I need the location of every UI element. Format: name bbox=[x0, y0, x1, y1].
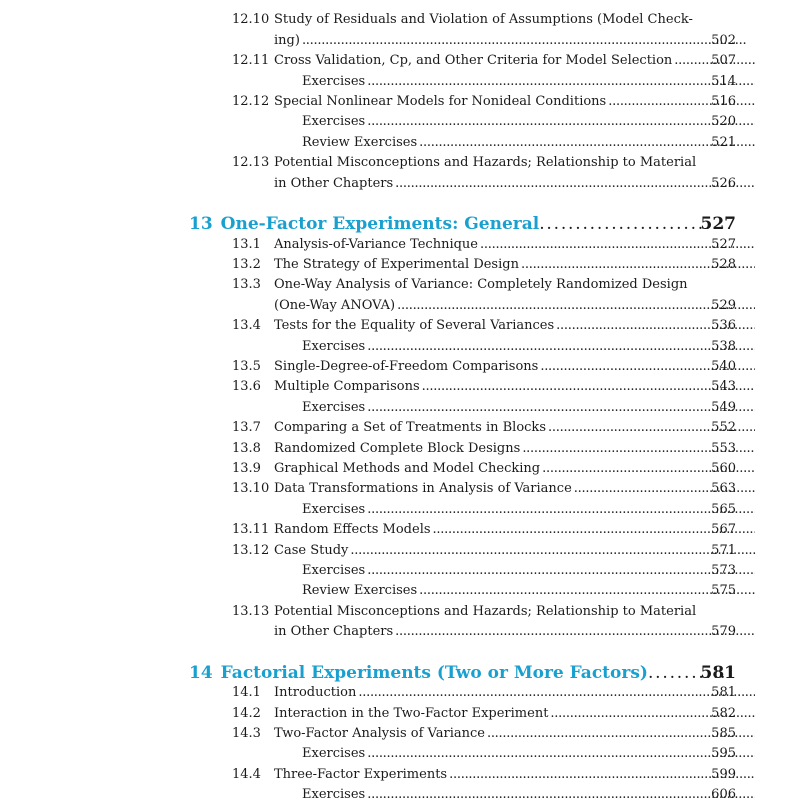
page-number: 521 bbox=[711, 134, 736, 150]
dot-leader bbox=[350, 541, 755, 561]
spacer bbox=[0, 194, 800, 214]
page-number: 563 bbox=[711, 481, 736, 497]
page-number: 571 bbox=[711, 542, 736, 558]
title-text: Data Transformations in Analysis of Variance bbox=[274, 481, 572, 497]
toc-entry[interactable] bbox=[0, 765, 800, 785]
toc-entry[interactable] bbox=[0, 439, 800, 459]
section-number: 14.1 bbox=[232, 685, 261, 701]
section-number: 13.13 bbox=[232, 603, 270, 619]
toc-entry[interactable] bbox=[0, 174, 800, 194]
title-text: Potential Misconceptions and Hazards; Relationship to Material bbox=[274, 155, 697, 171]
toc-entry[interactable] bbox=[0, 92, 800, 112]
page-number: 582 bbox=[711, 705, 736, 721]
title-text: ing) bbox=[274, 32, 300, 48]
chapter-heading[interactable] bbox=[0, 663, 800, 683]
title-text: in Other Chapters bbox=[274, 175, 394, 191]
toc-entry[interactable] bbox=[0, 377, 800, 397]
title-text: Exercises bbox=[302, 73, 366, 89]
chapter-title-text: One-Factor Experiments: General bbox=[220, 214, 540, 235]
section-title bbox=[274, 622, 757, 642]
spacer bbox=[0, 643, 800, 663]
toc-subentry-title bbox=[302, 133, 757, 153]
title-text: Potential Misconceptions and Hazards; Relationship to Material bbox=[274, 603, 697, 619]
page-number: 528 bbox=[711, 257, 736, 273]
toc-entry[interactable] bbox=[0, 133, 800, 153]
toc-entry[interactable] bbox=[0, 72, 800, 92]
section-title bbox=[274, 296, 757, 316]
page-number: 507 bbox=[711, 53, 736, 69]
page-number: 536 bbox=[711, 318, 736, 334]
section-number: 13.5 bbox=[232, 359, 261, 375]
page-number: 573 bbox=[711, 562, 736, 578]
section-title bbox=[274, 51, 757, 71]
title-text: Three-Factor Experiments bbox=[274, 766, 448, 782]
section-number: 12.12 bbox=[232, 93, 270, 109]
title-text: in Other Chapters bbox=[274, 624, 394, 640]
section-number: 14.2 bbox=[232, 705, 261, 721]
section-title bbox=[274, 316, 757, 336]
section-number: 13.1 bbox=[232, 236, 261, 252]
toc-subentry-title bbox=[302, 500, 757, 520]
toc-entry[interactable] bbox=[0, 10, 800, 30]
chapter-title-text: Factorial Experiments (Two or More Factors) bbox=[220, 662, 648, 683]
page-number: 543 bbox=[711, 379, 736, 395]
section-number: 12.11 bbox=[232, 53, 270, 69]
page-number: 527 bbox=[711, 236, 736, 252]
chapter-number: 14 bbox=[189, 662, 213, 683]
page-number: 526 bbox=[711, 175, 736, 191]
chapter-page-number: 581 bbox=[700, 662, 736, 683]
toc-entry[interactable] bbox=[0, 31, 800, 51]
title-text: Exercises bbox=[302, 399, 366, 415]
section-number: 13.9 bbox=[232, 460, 261, 476]
section-title bbox=[274, 479, 757, 499]
toc-entry[interactable] bbox=[0, 622, 800, 642]
section-title bbox=[274, 377, 757, 397]
section-number: 13.4 bbox=[232, 318, 261, 334]
section-title bbox=[274, 10, 757, 30]
section-title bbox=[274, 520, 757, 540]
toc-entry[interactable] bbox=[0, 235, 800, 255]
toc-entry[interactable] bbox=[0, 316, 800, 336]
section-title bbox=[274, 704, 757, 724]
title-text: Comparing a Set of Treatments in Blocks bbox=[274, 420, 546, 436]
title-text: The Strategy of Experimental Design bbox=[274, 257, 519, 273]
page-number: 540 bbox=[711, 359, 736, 375]
section-number: 13.12 bbox=[232, 542, 270, 558]
section-title bbox=[274, 541, 757, 561]
toc-subentry-title bbox=[302, 785, 757, 805]
page-number: 529 bbox=[711, 297, 736, 313]
title-text: Exercises bbox=[302, 562, 366, 578]
page-number: 567 bbox=[711, 522, 736, 538]
toc-entry[interactable] bbox=[0, 275, 800, 295]
toc-entry[interactable] bbox=[0, 459, 800, 479]
section-number: 12.13 bbox=[232, 155, 270, 171]
title-text: Review Exercises bbox=[302, 583, 418, 599]
page-number: 585 bbox=[711, 726, 736, 742]
toc-entry[interactable] bbox=[0, 683, 800, 703]
section-title bbox=[274, 255, 757, 275]
toc-entry[interactable] bbox=[0, 724, 800, 744]
section-title bbox=[274, 724, 757, 744]
section-title bbox=[274, 765, 757, 785]
section-title bbox=[274, 92, 757, 112]
toc-entry[interactable] bbox=[0, 541, 800, 561]
toc-entry[interactable] bbox=[0, 418, 800, 438]
chapter-title bbox=[189, 663, 730, 683]
title-text: Analysis-of-Variance Technique bbox=[274, 236, 479, 252]
title-text: Graphical Methods and Model Checking bbox=[274, 460, 541, 476]
toc-entry[interactable] bbox=[0, 337, 800, 357]
toc-entry[interactable] bbox=[0, 785, 800, 805]
title-text: Two-Factor Analysis of Variance bbox=[274, 726, 485, 742]
page-number: 502 bbox=[711, 32, 736, 48]
section-title bbox=[274, 439, 757, 459]
title-text: Interaction in the Two-Factor Experiment bbox=[274, 705, 549, 721]
title-text: Randomized Complete Block Designs bbox=[274, 440, 521, 456]
toc-entry[interactable] bbox=[0, 581, 800, 601]
title-text: Single-Degree-of-Freedom Comparisons bbox=[274, 359, 539, 375]
section-number: 13.6 bbox=[232, 379, 261, 395]
page-number: 552 bbox=[711, 420, 736, 436]
toc-entry[interactable] bbox=[0, 561, 800, 581]
title-text: Special Nonlinear Models for Nonideal Conditions bbox=[274, 93, 607, 109]
title-text: Multiple Comparisons bbox=[274, 379, 420, 395]
page-number: 606 bbox=[711, 787, 736, 803]
toc-entry[interactable] bbox=[0, 296, 800, 316]
section-title bbox=[274, 357, 757, 377]
section-number: 13.11 bbox=[232, 522, 270, 538]
chapter-heading[interactable] bbox=[0, 214, 800, 234]
section-title bbox=[274, 459, 757, 479]
page-number: 520 bbox=[711, 114, 736, 130]
page-number: 579 bbox=[711, 624, 736, 640]
toc-subentry-title bbox=[302, 581, 757, 601]
section-title bbox=[274, 683, 757, 703]
toc-entry[interactable] bbox=[0, 479, 800, 499]
title-text: Exercises bbox=[302, 746, 366, 762]
toc-entry[interactable] bbox=[0, 0, 800, 10]
toc-entry[interactable] bbox=[0, 704, 800, 724]
title-text: Random Effects Models bbox=[274, 522, 431, 538]
toc-entry[interactable] bbox=[0, 153, 800, 173]
section-number: 12.10 bbox=[232, 12, 270, 28]
toc-subentry-title bbox=[302, 561, 757, 581]
page-number: 599 bbox=[711, 766, 736, 782]
section-title bbox=[274, 275, 757, 295]
section-number: 14.3 bbox=[232, 726, 261, 742]
section-number: 14.4 bbox=[232, 766, 261, 782]
page-number: 565 bbox=[711, 501, 736, 517]
page-number: 538 bbox=[711, 338, 736, 354]
title-text: Exercises bbox=[302, 787, 366, 803]
chapter-title bbox=[189, 214, 730, 234]
toc-entry[interactable] bbox=[0, 398, 800, 418]
page-number: 516 bbox=[711, 93, 736, 109]
toc-subentry-title bbox=[302, 744, 757, 764]
page-number: 553 bbox=[711, 440, 736, 456]
section-title bbox=[274, 418, 757, 438]
toc-entry[interactable] bbox=[0, 520, 800, 540]
title-text: Tests for the Equality of Several Variances bbox=[274, 318, 555, 334]
section-number: 13.10 bbox=[232, 481, 270, 497]
title-text: Cross Validation, Cp, and Other Criteria for Model Selection bbox=[274, 53, 673, 69]
toc-entry[interactable] bbox=[0, 500, 800, 520]
section-number: 13.2 bbox=[232, 257, 261, 273]
title-text: (One-Way ANOVA) bbox=[274, 297, 396, 313]
section-title bbox=[274, 174, 757, 194]
toc-entry[interactable] bbox=[0, 255, 800, 275]
title-text: Exercises bbox=[302, 501, 366, 517]
toc-entry[interactable] bbox=[0, 744, 800, 764]
page-number: 575 bbox=[711, 583, 736, 599]
page-number: 514 bbox=[711, 73, 736, 89]
toc-entry[interactable] bbox=[0, 112, 800, 132]
toc-entry[interactable] bbox=[0, 51, 800, 71]
chapter-number: 13 bbox=[189, 214, 213, 235]
toc-entry[interactable] bbox=[0, 357, 800, 377]
section-number: 13.8 bbox=[232, 440, 261, 456]
toc-subentry-title bbox=[302, 112, 757, 132]
title-text: Exercises bbox=[302, 338, 366, 354]
title-text: Study of Residuals and Violation of Assumptions (Model Check- bbox=[274, 12, 693, 28]
section-title bbox=[274, 153, 757, 173]
title-text: Introduction bbox=[274, 685, 357, 701]
toc-subentry-title bbox=[302, 337, 757, 357]
page-number: 560 bbox=[711, 460, 736, 476]
section-number: 13.3 bbox=[232, 277, 261, 293]
title-text: Case Study bbox=[274, 542, 349, 558]
toc-subentry-title bbox=[302, 398, 757, 418]
page-number: 595 bbox=[711, 746, 736, 762]
section-number: 13.7 bbox=[232, 420, 261, 436]
section-title bbox=[274, 602, 757, 622]
toc-subentry-title bbox=[302, 72, 757, 92]
toc-entry[interactable] bbox=[0, 602, 800, 622]
title-text: Review Exercises bbox=[302, 134, 418, 150]
chapter-page-number: 527 bbox=[700, 214, 736, 235]
section-title bbox=[274, 235, 757, 255]
page-number: 581 bbox=[711, 685, 736, 701]
section-title bbox=[274, 31, 757, 51]
title-text: One-Way Analysis of Variance: Completely Randomized Design bbox=[274, 277, 688, 293]
page-number: 549 bbox=[711, 399, 736, 415]
dot-leader bbox=[302, 31, 755, 51]
title-text: Exercises bbox=[302, 114, 366, 130]
